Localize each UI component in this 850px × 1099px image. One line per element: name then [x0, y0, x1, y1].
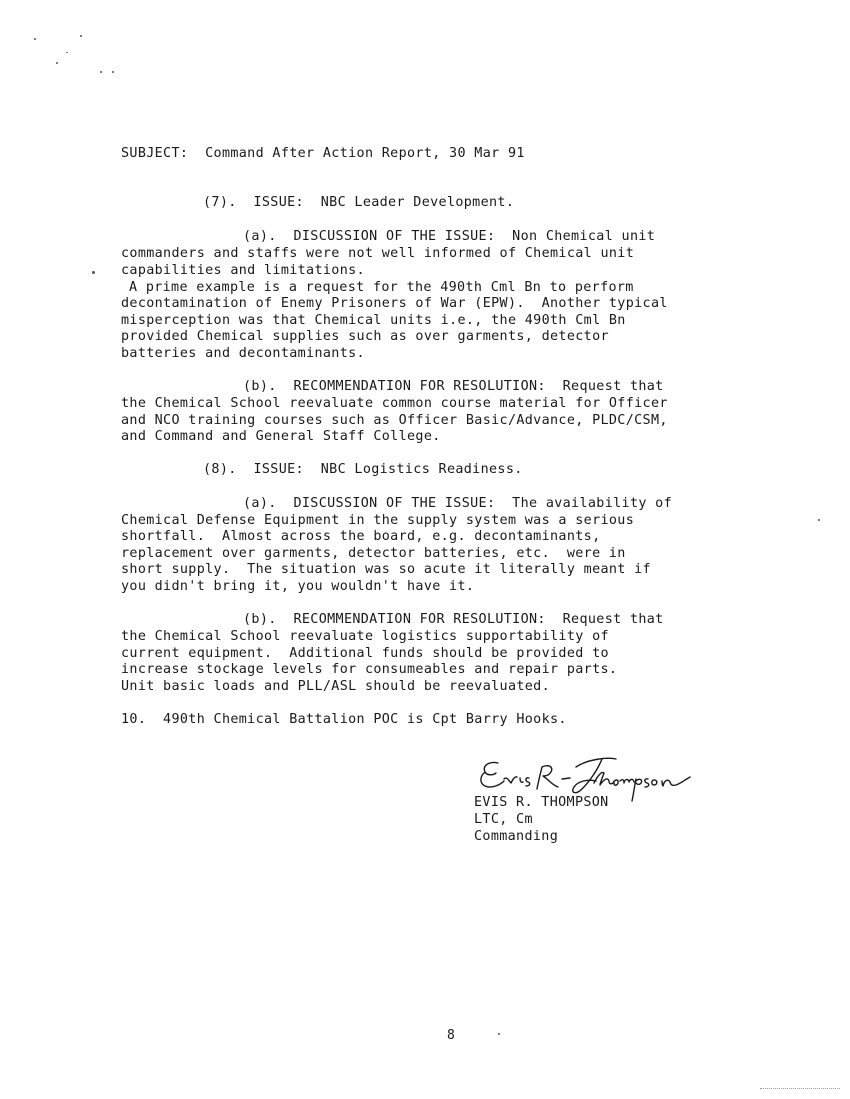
item7-b-line: the Chemical School reevaluate common course material for Officer: [121, 396, 668, 411]
item8-a-line: (a). DISCUSSION OF THE ISSUE: The availability of: [243, 496, 673, 511]
item8-a-line: you didn't bring it, you wouldn't have it.: [121, 579, 475, 594]
item7-a-line: capabilities and limitations.: [121, 263, 365, 278]
item8-heading: (8). ISSUE: NBC Logistics Readiness.: [203, 462, 523, 477]
subject-line: SUBJECT: Command After Action Report, 30 Mar 91: [121, 146, 525, 161]
signer-title: Commanding: [474, 829, 559, 844]
item7-b-line: (b). RECOMMENDATION FOR RESOLUTION: Request that: [243, 379, 664, 394]
item7-a-line: provided Chemical supplies such as over garments, detector: [121, 329, 609, 344]
page-number: 8: [447, 1028, 455, 1043]
scan-speck: [56, 62, 58, 64]
item8-a-line: shortfall. Almost across the board, e.g. decontaminants,: [121, 529, 601, 544]
item7-a-line: (a). DISCUSSION OF THE ISSUE: Non Chemical unit: [243, 229, 656, 244]
scan-speck: [92, 271, 95, 274]
item7-a-line: commanders and staffs were not well informed of Chemical unit: [121, 246, 635, 261]
scan-speck: [66, 52, 68, 53]
item7-a-line: A prime example is a request for the 490th Cml Bn to perform: [129, 280, 634, 295]
item7-a-line: decontamination of Enemy Prisoners of War (EPW). Another typical: [121, 296, 668, 311]
item8-a-line: replacement over garments, detector batteries, etc. were in: [121, 546, 626, 561]
item8-b-line: (b). RECOMMENDATION FOR RESOLUTION: Request that: [243, 612, 664, 627]
item8-b-line: the Chemical School reevaluate logistics supportability of: [121, 629, 609, 644]
item8-a-line: Chemical Defense Equipment in the supply system was a serious: [121, 513, 635, 528]
scan-speck: [100, 71, 102, 73]
item7-heading: (7). ISSUE: NBC Leader Development.: [203, 195, 515, 210]
item8-b-line: Unit basic loads and PLL/ASL should be reevaluated.: [121, 679, 551, 694]
item7-a-line: misperception was that Chemical units i.e., the 490th Cml Bn: [121, 313, 626, 328]
scan-speck: [34, 38, 36, 40]
item10-line: 10. 490th Chemical Battalion POC is Cpt Barry Hooks.: [121, 712, 567, 727]
item8-b-line: current equipment. Additional funds should be provided to: [121, 646, 609, 661]
item7-a-line: batteries and decontaminants.: [121, 346, 365, 361]
scan-speck: [498, 1033, 500, 1035]
scan-speck: [818, 519, 820, 521]
scan-speck: [112, 71, 114, 73]
item7-b-line: and NCO training courses such as Officer Basic/Advance, PLDC/CSM,: [121, 413, 668, 428]
item8-a-line: short supply. The situation was so acute it literally meant if: [121, 562, 651, 577]
signer-rank: LTC, Cm: [474, 812, 533, 827]
item7-b-line: and Command and General Staff College.: [121, 429, 441, 444]
scan-artifact-line: [760, 1088, 840, 1090]
item8-b-line: increase stockage levels for consumeables and repair parts.: [121, 662, 618, 677]
signer-name: EVIS R. THOMPSON: [474, 795, 609, 810]
scan-speck: [80, 35, 82, 37]
